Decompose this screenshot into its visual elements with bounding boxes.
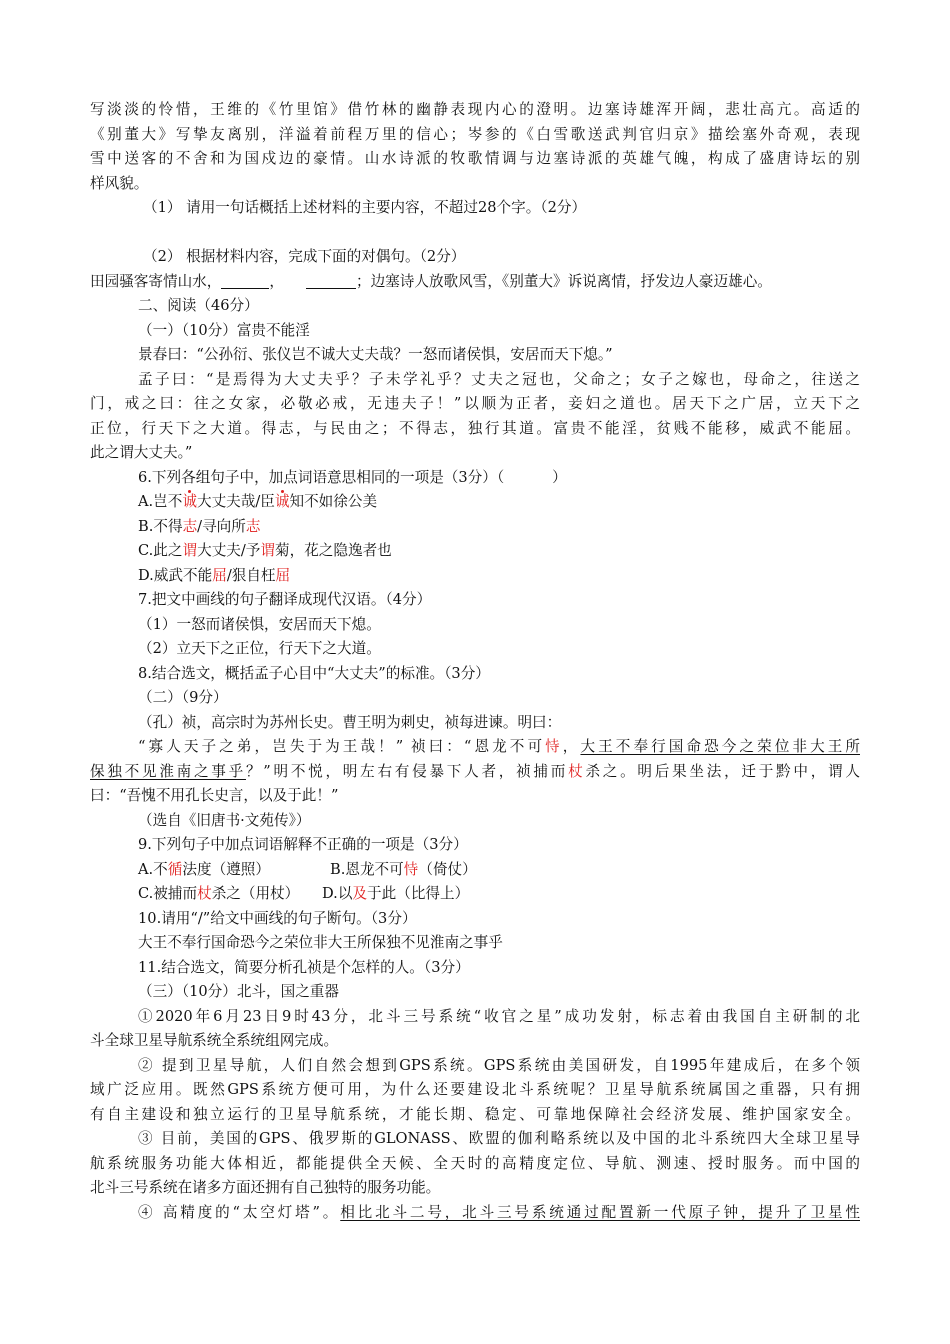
question-10: 10.请用“/”给文中画线的句子断句。（3分） [138, 909, 417, 927]
question-6 [90, 466, 860, 491]
passage-text: ？”明不悦，明左右有侵暴下人者，祯捕而 [245, 762, 569, 780]
option-b: B.恩龙不可恃（倚仗） [330, 860, 477, 878]
couplet-line [90, 270, 860, 295]
question-7-item: （1）一怒而诸侯惧，安居而天下熄。 [138, 615, 381, 633]
passage-line: 航系统服务功能大体相近，都能提供全天候、全天时的高精度定位、导航、测速、授时服务。而中国的 [90, 1154, 860, 1172]
option-c [90, 539, 860, 564]
answer-blank[interactable] [221, 272, 269, 289]
dotted-word: 谓 [182, 542, 198, 559]
couplet-part: 田园骚客寄情山水， [90, 272, 222, 290]
passage-line: 此之谓大丈夫。” [90, 444, 193, 461]
section-heading: 二、阅读（46分） [138, 297, 259, 314]
passage-line [90, 735, 860, 760]
option-a [90, 490, 860, 515]
passage-line: 北斗三号系统在诸多方面还拥有自己独特的服务功能。 [90, 1179, 441, 1196]
passage-source: （选自《旧唐书·文苑传》） [138, 811, 311, 829]
passage-line: 正位，行天下之大道。得志，与民由之；不得志，独行其道。富贵不能淫，贫贱不能移，威武不能屈。 [90, 419, 860, 437]
highlight-word: 杖 [568, 762, 586, 780]
underlined-sentence: 大王不奉行国命恐今之荣位非大王所 [580, 738, 860, 755]
dotted-word: 志 [182, 517, 198, 535]
option-text: 大丈夫/予 [197, 542, 261, 559]
question-text: 6.下列各组句子中，加点词语意思相同的一项是（3分）（ [138, 468, 505, 486]
question-text: ） [552, 468, 567, 486]
dotted-word: 杖 [197, 885, 212, 902]
intro-line: 写淡淡的怜惜，王维的《竹里馆》借竹林的幽静表现内心的澄明。边塞诗雄浑开阔，悲壮高亢。高适的 [90, 101, 860, 118]
passage-text: ， [562, 738, 581, 755]
intro-line: 样风貌。 [90, 174, 149, 192]
option-text: 菊，花之隐逸者也 [275, 542, 392, 559]
dotted-word: 屈 [212, 566, 227, 584]
option-text: /寻向所 [197, 517, 246, 535]
underlined-sentence: 保独不见淮南之事乎 [90, 762, 246, 780]
question-1: （1） 请用一句话概括上述材料的主要内容，不超过28个字。（2分） [143, 199, 587, 216]
option-c: C.被捕而杖杀之（用杖） [138, 885, 300, 902]
options-row [90, 858, 860, 883]
passage-line: ③ 目前，美国的GPS、俄罗斯的GLONASS、欧盟的伽利略系统以及中国的北斗系统四大全球卫星导 [138, 1130, 860, 1147]
option-text: 知不如徐公美 [289, 493, 378, 510]
underlined-sentence: 相比北斗二号，北斗三号系统通过配置新一代原子钟，提升了卫星性 [340, 1203, 860, 1221]
dotted-word: 诚 [182, 493, 197, 510]
couplet-part: ， [269, 272, 284, 290]
passage-line: 曰：“吾愧不用孔长史言，以及于此！” [90, 787, 339, 804]
answer-blank[interactable] [306, 272, 356, 289]
passage-line: 斗全球卫星导航系统全系统组网完成。 [90, 1032, 339, 1049]
passage-title: （三）（10分）北斗，国之重器 [138, 983, 339, 1000]
passage-line: 有自主建设和独立运行的卫星导航系统，才能长期、稳定、可靠地保障社会经济发展、维护国家安全。 [90, 1105, 860, 1123]
couplet-part: ；边塞诗人放歌风雪，《别董大》诉说离情，抒发边人豪迈雄心。 [355, 272, 772, 290]
option-b [90, 515, 860, 540]
option-text: A.岂不 [138, 493, 183, 510]
dotted-word: 志 [245, 517, 261, 535]
intro-line: 《别董大》写挚友离别，洋溢着前程万里的信心；岑参的《白雪歌送武判官归京》描绘塞外奇观，表现 [90, 125, 860, 143]
passage-title: （二）（9分） [138, 689, 228, 706]
passage-line: ② 提到卫星导航，人们自然会想到GPS系统。GPS系统由美国研发，自1995年建成后，在多个领 [138, 1056, 860, 1074]
passage-line [90, 1201, 860, 1226]
question-7: 7.把文中画线的句子翻译成现代汉语。（4分） [138, 591, 432, 608]
passage-line: 孟子曰：“是焉得为大丈夫乎？子未学礼乎？丈夫之冠也，父命之；女子之嫁也，母命之，往送之 [138, 370, 860, 388]
option-text: /狠自枉 [226, 566, 276, 584]
option-d: D.以及于此（比得上） [322, 885, 470, 902]
option-text: C.此之 [138, 542, 183, 559]
passage-line: ①2020年6月23日9时43分，北斗三号系统“收官之星”成功发射，标志着由我国自主研制的北 [138, 1007, 860, 1025]
passage-line: 门，戒之曰：往之女家，必敬必戒，无违夫子！”以顺为正者，妾妇之道也。居天下之广居，立天下之 [90, 395, 860, 412]
question-2: （2） 根据材料内容，完成下面的对偶句。（2分） [143, 248, 466, 265]
dotted-word: 谓 [260, 542, 275, 559]
passage-line: 域广泛应用。既然GPS系统方便可用，为什么还要建设北斗系统呢？卫星导航系统属国之重器，只有拥 [90, 1081, 860, 1098]
highlight-word: 恃 [545, 738, 563, 755]
options-row [90, 882, 860, 907]
dotted-word: 恃 [403, 860, 419, 878]
question-9: 9.下列句子中加点词语解释不正确的一项是（3分） [138, 836, 468, 853]
option-text: 大丈夫哉/臣 [196, 493, 275, 510]
answer-space [90, 221, 860, 246]
passage-line [90, 760, 860, 785]
option-d [90, 564, 860, 589]
exam-page [90, 98, 860, 1225]
passage-text: ④ 高精度的“太空灯塔”。 [138, 1203, 341, 1221]
question-8: 8.结合选文，概括孟子心目中“大丈夫”的标准。（3分） [138, 664, 490, 682]
option-text: D.威武不能 [138, 566, 213, 584]
passage-title: （一）（10分）富贵不能淫 [138, 321, 310, 339]
question-10-text: 大王不奉行国命恐今之荣位非大王所保独不见淮南之事乎 [138, 934, 503, 951]
dotted-word: 及 [352, 885, 368, 902]
dotted-word: 屈 [275, 566, 291, 584]
question-7-item: （2）立天下之正位，行天下之大道。 [138, 640, 381, 657]
dotted-word: 诚 [274, 493, 290, 510]
passage-line: （孔）祯，高宗时为苏州长史。曹王明为刺史，祯每进谏。明曰： [138, 713, 562, 731]
passage-text: “寡人天子之弟，岂失于为王哉！” 祯曰：“恩龙不可 [138, 738, 546, 755]
option-a: A.不循法度（遵照） [138, 860, 270, 878]
passage-text: 杀之。明后果坐法，迁于黔中，谓人 [585, 762, 860, 780]
question-11: 11.结合选文，简要分析孔祯是个怎样的人。（3分） [138, 958, 470, 976]
dotted-word: 循 [167, 860, 183, 878]
passage-line: 景春曰：“公孙衍、张仪岂不诚大丈夫哉？一怒而诸侯惧，安居而天下熄。” [138, 346, 613, 363]
option-text: B.不得 [138, 517, 183, 535]
intro-line: 雪中送客的不舍和为国戍边的豪情。山水诗派的牧歌情调与边塞诗派的英雄气魄，构成了盛唐诗坛的别 [90, 150, 860, 167]
